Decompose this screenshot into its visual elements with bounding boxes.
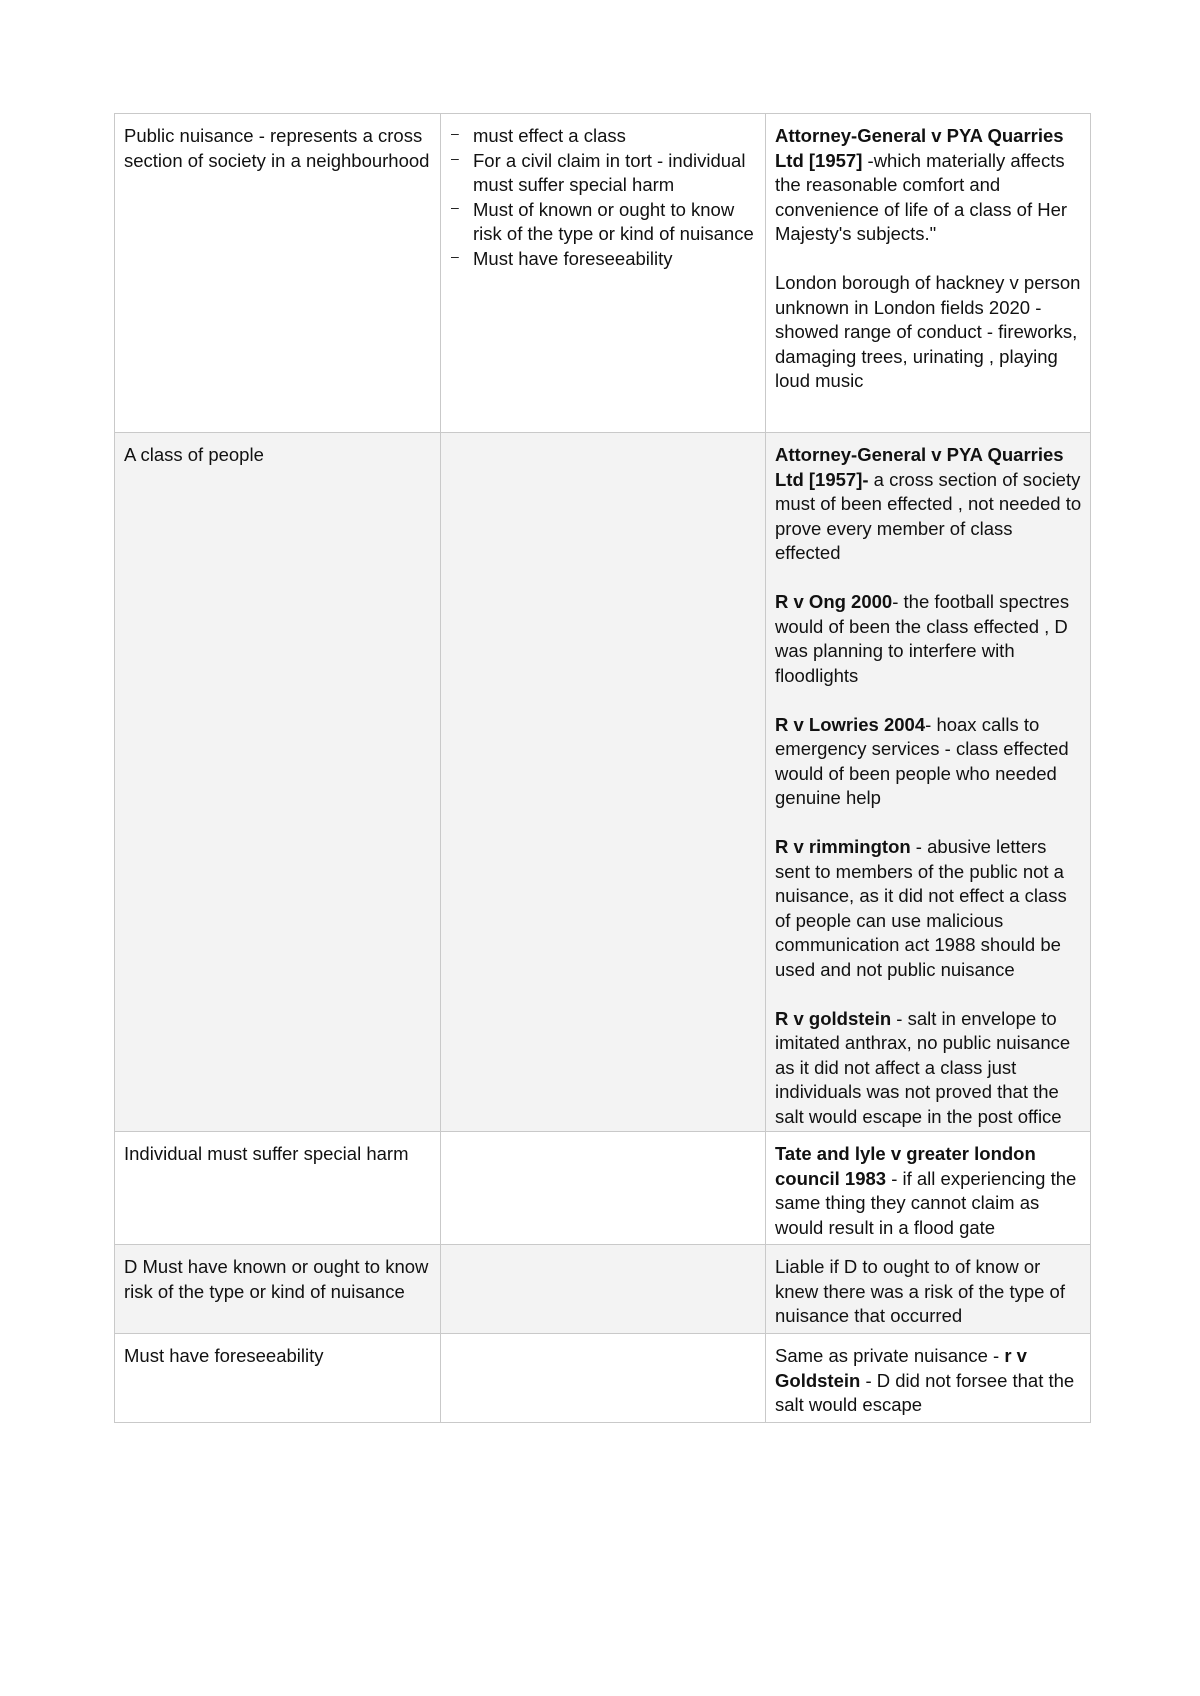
case-name: Tate and lyle v greater london council 1983 [775, 1143, 1036, 1189]
topic-cell [115, 1132, 441, 1245]
case-entry [775, 271, 1082, 394]
topic-cell [115, 433, 441, 1132]
case-text: Liable if D to ought to of know or knew there was a risk of the type of nuisance that occurred [775, 1256, 1065, 1326]
case-name: R v rimmington [775, 836, 911, 857]
cases-cell [766, 114, 1091, 433]
topic-cell [115, 1245, 441, 1334]
case-name: R v Lowries 2004 [775, 713, 926, 735]
case-text: - if all experiencing the same thing they cannot claim as would result in a flood gate [775, 1167, 1077, 1238]
list-item: – Must of known or ought to know risk of the type or kind of nuisance [450, 198, 757, 247]
list-item: – Must have foreseeability [450, 247, 757, 272]
dash-bullet-icon: – [451, 125, 459, 141]
points-cell [441, 1334, 766, 1423]
topic-text: Must have foreseeability [124, 1345, 324, 1366]
topic-text: Individual must suffer special harm [124, 1143, 409, 1164]
case-entry [775, 124, 1082, 247]
case-text: - hoax calls to emergency services - class effected would of been people who needed genuine help [775, 713, 1069, 808]
points-cell [441, 1245, 766, 1334]
case-name: R v Ong 2000 [775, 591, 893, 612]
case-prefix: Same as private nuisance - [775, 1345, 1005, 1366]
points-list [450, 124, 757, 271]
case-text: - salt in envelope to imitated anthrax, no public nuisance as it did not affect a class just individuals was not proved that the salt would escape in the post office [775, 1007, 1071, 1127]
list-item: – must effect a class [450, 124, 757, 149]
case-text: - abusive letters sent to members of the public not a nuisance, as it did not effect a class of people can use malicious communication act 1988 should be used and not public nuisance [775, 836, 1067, 980]
table-row [115, 1132, 1091, 1245]
points-cell [441, 114, 766, 433]
case-name: r v Goldstein [775, 1345, 1027, 1391]
case-text: -which materially affects the reasonable comfort and convenience of life of a class of Her Majesty's subjects." [775, 149, 1068, 244]
case-text: - the football spectres would of been the class effected , D was planning to interfere with floodlights [775, 591, 1070, 686]
notes-table [114, 113, 1091, 1423]
table-row [115, 114, 1091, 433]
case-entry [775, 1007, 1082, 1130]
case-name: Attorney-General v PYA Quarries Ltd [1957] [775, 125, 1064, 171]
table-row [115, 433, 1091, 1132]
cases-cell [766, 433, 1091, 1132]
points-cell [441, 1132, 766, 1245]
case-entry [775, 1255, 1082, 1329]
case-entry [775, 1344, 1082, 1418]
case-entry [775, 835, 1082, 982]
case-entry [775, 590, 1082, 688]
case-name: Attorney-General v PYA Quarries Ltd [1957]- [775, 444, 1064, 490]
case-entry [775, 713, 1082, 811]
case-name: R v goldstein [775, 1007, 892, 1029]
cases-cell [766, 1245, 1091, 1334]
case-entry [775, 1142, 1082, 1240]
dash-bullet-icon: – [451, 198, 459, 215]
points-cell [441, 433, 766, 1132]
case-text: - D did not forsee that the salt would escape [775, 1369, 1075, 1415]
dash-bullet-icon: – [451, 247, 459, 264]
cases-cell [766, 1132, 1091, 1245]
case-text: a cross section of society must of been effected , not needed to prove every member of class effected [775, 468, 1082, 563]
topic-text: Public nuisance - represents a cross section of society in a neighbourhood [124, 125, 430, 171]
table-row [115, 1334, 1091, 1423]
list-item: – For a civil claim in tort - individual must suffer special harm [450, 149, 757, 198]
table-row [115, 1245, 1091, 1334]
topic-text: D Must have known or ought to know risk of the type or kind of nuisance [124, 1256, 429, 1302]
dash-bullet-icon: – [451, 149, 459, 166]
topic-text: A class of people [124, 444, 264, 465]
case-entry [775, 443, 1082, 566]
topic-cell [115, 114, 441, 433]
topic-cell [115, 1334, 441, 1423]
case-text: London borough of hackney v person unknown in London fields 2020 - showed range of conduct - fireworks, damaging trees, urinating , playing loud music [775, 272, 1081, 391]
cases-cell [766, 1334, 1091, 1423]
